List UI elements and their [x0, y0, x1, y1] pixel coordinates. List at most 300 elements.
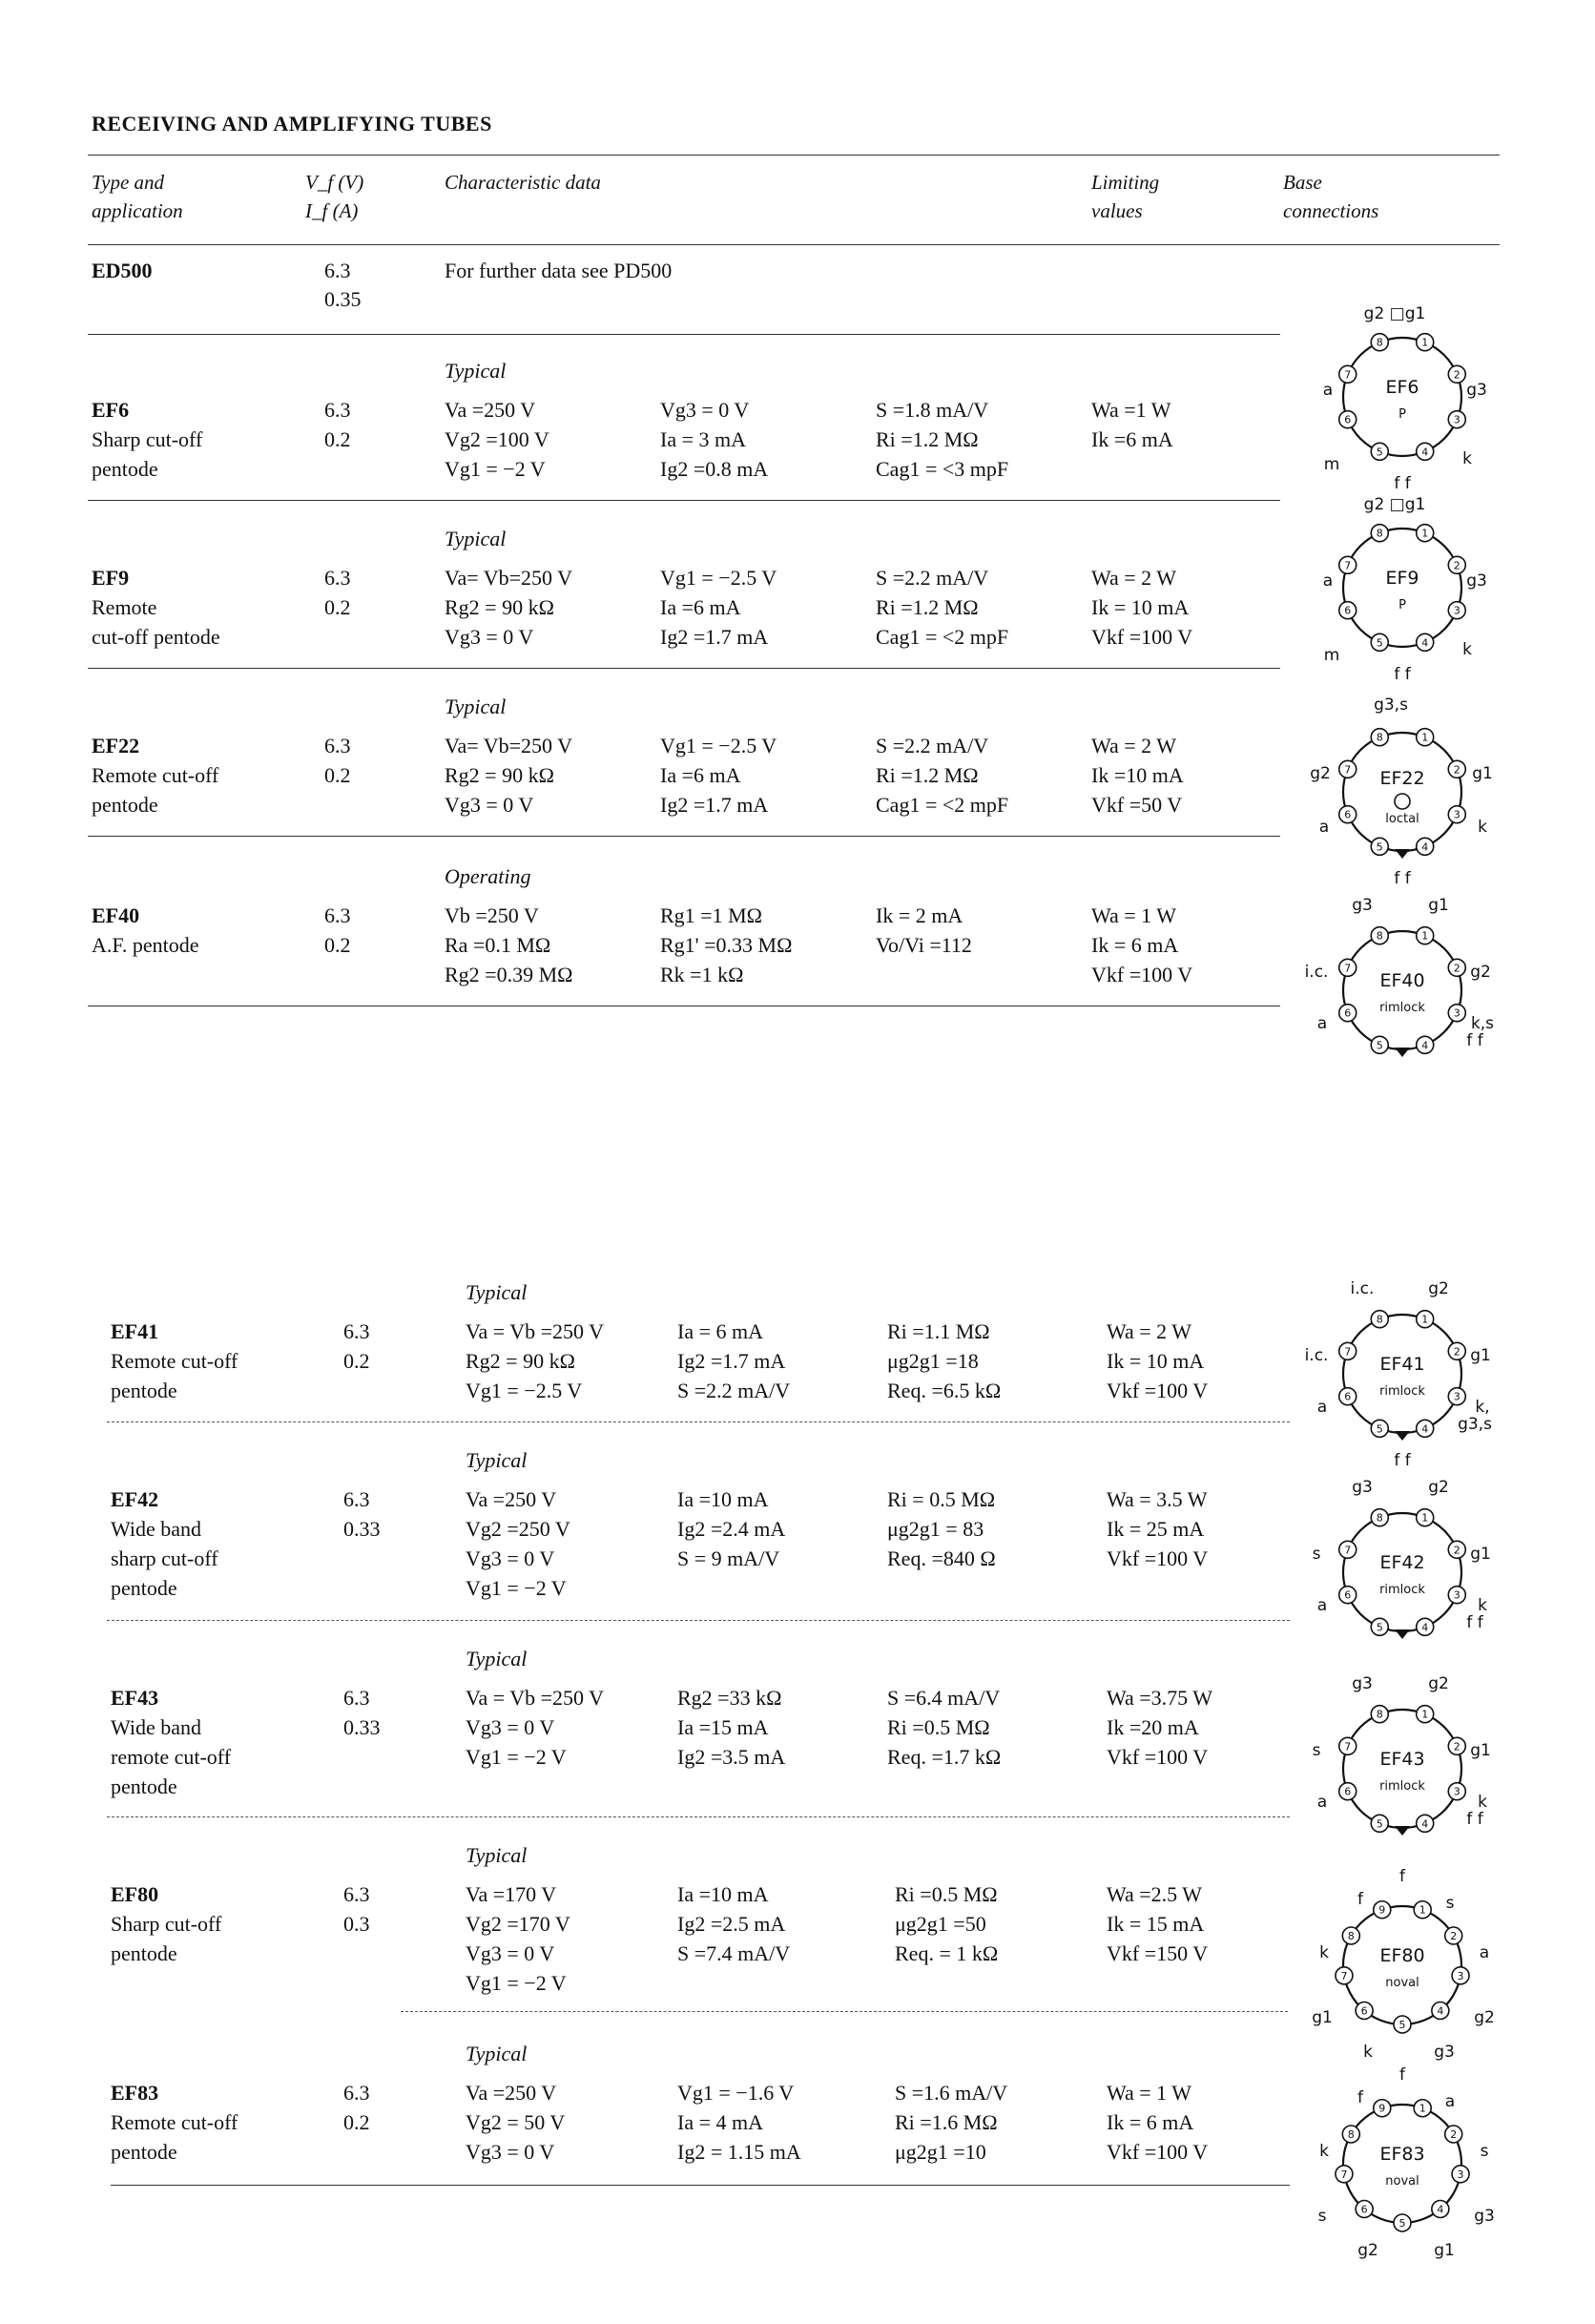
tube-mode: Typical: [466, 1647, 528, 1670]
char-value: Rk =1 kΩ: [660, 963, 744, 986]
base-type-label: rimlock: [1379, 1001, 1425, 1015]
tube-mode: Typical: [466, 2042, 528, 2065]
header-vf: [305, 168, 363, 225]
pin-number: 6: [1344, 1390, 1352, 1403]
pin-number: 3: [1453, 1785, 1460, 1798]
char-value: Ig2 =1.7 mA: [660, 625, 769, 649]
char-value: Ia =10 mA: [677, 1487, 769, 1511]
pin-label: a: [1316, 1793, 1328, 1812]
pin-label: g1: [1472, 764, 1493, 783]
pin-label: i.c.: [1304, 1346, 1329, 1365]
pin-label: f f: [1394, 869, 1411, 888]
key-notch: [1395, 1048, 1410, 1057]
limit-value: Ik = 10 mA: [1107, 1349, 1205, 1373]
tube-if: 0.3: [343, 1912, 370, 1936]
char-value: Ig2 =1.7 mA: [677, 1349, 786, 1373]
pin-label: g3: [1352, 896, 1373, 915]
pin-label: m: [1323, 455, 1340, 474]
char-value: Ri =0.5 MΩ: [895, 1882, 998, 1906]
char-value: Vg3 = 0 V: [466, 1941, 555, 1965]
char-value: Vg2 =100 V: [445, 427, 549, 451]
char-value: Vg2 = 50 V: [466, 2110, 566, 2134]
pin-label: k: [1478, 1596, 1487, 1615]
limit-value: Vkf =100 V: [1107, 1745, 1209, 1769]
tube-if: 0.2: [343, 1349, 370, 1373]
char-value: μg2g1 = 83: [887, 1517, 984, 1541]
pin-number: 4: [1421, 1039, 1429, 1052]
pin-number: 5: [1376, 446, 1383, 459]
pin-label: g2: [1357, 2241, 1378, 2260]
pin-label: k,s: [1470, 1014, 1495, 1033]
tube-vf: 6.3: [324, 734, 351, 757]
char-value: Ia = 6 mA: [677, 1319, 763, 1343]
pin-number: 4: [1421, 446, 1429, 459]
char-value: Req. =840 Ω: [887, 1546, 996, 1570]
pin-label: f: [1399, 2065, 1405, 2085]
tube-mode: Typical: [466, 1280, 528, 1304]
tube-type-label: EF22: [1379, 768, 1425, 789]
pin-number: 1: [1421, 336, 1429, 349]
tube-type-label: EF43: [1379, 1749, 1425, 1770]
pin-number: 1: [1421, 527, 1429, 540]
pin-label: k: [1319, 1943, 1329, 1962]
char-value: Rg1' =0.33 MΩ: [660, 933, 793, 957]
char-value: Ri =1.2 MΩ: [876, 595, 979, 619]
limit-value: Ik = 6 mA: [1091, 933, 1179, 957]
pin-label: g3: [1474, 2207, 1495, 2226]
pin-label: i.c.: [1350, 1279, 1375, 1298]
row-divider: [107, 1620, 1290, 1621]
tube-type-label: EF80: [1379, 1945, 1425, 1966]
pin-label: f f: [1466, 1031, 1483, 1050]
char-value: Vb =250 V: [445, 903, 539, 927]
pin-number: 2: [1453, 1544, 1460, 1557]
tube-app-line: Remote cut-off: [111, 2110, 238, 2134]
tube-name: EF42: [111, 1487, 159, 1511]
limit-value: Vkf =100 V: [1107, 1379, 1209, 1402]
base-type-label: rimlock: [1379, 1583, 1425, 1597]
limit-value: Wa = 1 W: [1107, 2081, 1192, 2105]
pin-label: g1: [1434, 2241, 1455, 2260]
tube-type-label: EF9: [1385, 568, 1419, 589]
header-base: [1283, 168, 1378, 225]
tube-app-line: pentode: [92, 457, 158, 481]
pin-label: g3: [1466, 571, 1487, 591]
tube-vf: 6.3: [343, 1882, 370, 1906]
tube-app-line: pentode: [111, 2140, 177, 2164]
pin-number: 5: [1376, 636, 1383, 650]
char-value: Vo/Vi =112: [876, 933, 972, 957]
pin-label: g1: [1312, 2008, 1333, 2027]
header-type: [92, 168, 183, 225]
pin-number: 2: [1450, 1930, 1458, 1942]
char-value: Ri =1.2 MΩ: [876, 763, 979, 787]
char-value: Vg2 =250 V: [466, 1517, 570, 1541]
char-value: Ig2 = 1.15 mA: [677, 2140, 801, 2164]
limit-value: Wa =1 W: [1091, 398, 1171, 422]
char-value: Ia =15 mA: [677, 1715, 769, 1739]
pin-label: a: [1316, 1014, 1328, 1033]
pin-number: 1: [1421, 929, 1429, 943]
header-base-line1: Base: [1283, 171, 1322, 194]
pin-label: g2: [1428, 1478, 1449, 1497]
tube-vf: 6.3: [324, 903, 351, 927]
pin-label: g2 □g1: [1363, 495, 1426, 514]
char-value: μg2g1 =10: [895, 2140, 986, 2164]
pin-number: 8: [1347, 1930, 1355, 1942]
pin-number: 4: [1437, 2004, 1444, 2018]
char-value: Ig2 =1.7 mA: [660, 793, 769, 817]
tube-app-line: sharp cut-off: [111, 1546, 218, 1570]
header-type-line1: Type and: [92, 171, 165, 194]
tube-if: 0.33: [343, 1517, 381, 1541]
center-spigot: [1395, 794, 1410, 809]
limit-value: Wa = 3.5 W: [1107, 1487, 1208, 1511]
char-value: Ri =1.1 MΩ: [887, 1319, 990, 1343]
char-value: μg2g1 =18: [887, 1349, 979, 1373]
base-diagram-ef40: [1304, 895, 1498, 1086]
char-value: Ig2 =2.4 mA: [677, 1517, 786, 1541]
char-value: S =1.8 mA/V: [876, 398, 989, 422]
pin-number: 5: [1398, 2217, 1406, 2230]
limit-value: Ik = 25 mA: [1107, 1517, 1205, 1541]
pin-label: f: [1357, 1890, 1363, 1909]
limit-value: Vkf =150 V: [1107, 1941, 1209, 1965]
row-divider: [107, 1816, 1290, 1817]
pin-number: 1: [1421, 1313, 1429, 1326]
tube-mode: Operating: [445, 864, 531, 888]
pin-label: f f: [1394, 1451, 1411, 1470]
char-value: Vg1 = −2.5 V: [466, 1379, 583, 1402]
pin-number: 5: [1398, 2019, 1406, 2031]
pin-label: k: [1363, 2043, 1373, 2062]
char-value: Ik = 2 mA: [876, 903, 963, 927]
tube-mode: Typical: [445, 527, 507, 550]
tube-mode: Typical: [466, 1448, 528, 1472]
tube-app-line: remote cut-off: [111, 1745, 232, 1769]
char-value: S =1.6 mA/V: [895, 2081, 1008, 2105]
pin-label: a: [1316, 1398, 1328, 1417]
pin-label: k: [1478, 1793, 1487, 1812]
pin-number: 3: [1453, 604, 1460, 617]
row-divider: [88, 334, 1280, 335]
tube-app-line: cut-off pentode: [92, 625, 220, 649]
pin-number: 4: [1421, 1422, 1429, 1436]
pin-label: f: [1399, 1867, 1405, 1886]
char-value: Va= Vb=250 V: [445, 566, 573, 590]
pin-number: 8: [1376, 1511, 1383, 1525]
char-value: Vg3 = 0 V: [660, 398, 750, 422]
limit-value: Vkf =100 V: [1091, 963, 1193, 986]
pin-label: f f: [1466, 1613, 1483, 1632]
char-value: Va =250 V: [466, 1487, 557, 1511]
pin-number: 8: [1376, 1313, 1383, 1326]
tube-type-label: EF41: [1379, 1354, 1425, 1375]
key-notch: [1395, 849, 1410, 859]
pin-number: 5: [1376, 1039, 1383, 1052]
row-divider: [107, 1421, 1290, 1422]
base-type-label: rimlock: [1379, 1779, 1425, 1794]
pin-number: 3: [1457, 2168, 1464, 2181]
pin-number: 2: [1453, 1740, 1460, 1753]
tube-name: EF6: [92, 398, 130, 422]
base-type-label: noval: [1385, 1976, 1419, 1990]
row-divider: [88, 836, 1280, 837]
pin-label: k: [1478, 818, 1487, 837]
base-diagram-ef6: [1307, 301, 1498, 492]
char-value: Ia =10 mA: [677, 1882, 769, 1906]
base-diagram-ef41: [1304, 1278, 1498, 1470]
pin-label: a: [1322, 571, 1334, 591]
tube-app-line: Remote: [92, 595, 157, 619]
tube-mode: Typical: [466, 1843, 528, 1867]
char-value: Va = Vb =250 V: [466, 1319, 605, 1343]
pin-label: k: [1462, 449, 1472, 468]
pin-label: a: [1479, 1943, 1490, 1962]
tube-vf: 6.3: [343, 1686, 370, 1710]
header-vf-line1: V_f (V): [305, 171, 364, 194]
char-value: Rg2 = 90 kΩ: [445, 595, 554, 619]
char-value: Vg1 = −2.5 V: [660, 734, 777, 757]
char-value: Vg1 = −2 V: [466, 1745, 567, 1769]
char-value: Vg3 = 0 V: [466, 1546, 555, 1570]
pin-label: m: [1323, 646, 1340, 665]
base-ring: [1343, 733, 1461, 854]
tube-app-line: pentode: [92, 793, 158, 817]
pin-number: 4: [1421, 636, 1429, 650]
char-value: μg2g1 =50: [895, 1912, 986, 1936]
pin-label: a: [1322, 381, 1334, 400]
tube-vf: 6.3: [324, 259, 351, 282]
pin-label: s: [1317, 2207, 1327, 2226]
char-value: Ia = 4 mA: [677, 2110, 763, 2134]
pin-number: 7: [1344, 763, 1352, 777]
limit-value: Wa = 1 W: [1091, 903, 1177, 927]
pin-number: 5: [1376, 1422, 1383, 1436]
tube-type-label: EF40: [1379, 970, 1425, 991]
tube-name: EF41: [111, 1319, 159, 1343]
pin-number: 6: [1344, 1588, 1352, 1602]
char-value: Ig2 =3.5 mA: [677, 1745, 786, 1769]
pin-label: g1: [1428, 896, 1449, 915]
row-divider: [88, 500, 1280, 501]
char-value: Rg2 =33 kΩ: [677, 1686, 782, 1710]
pin-number: 2: [1450, 2128, 1458, 2141]
tube-if: 0.35: [324, 287, 362, 311]
pin-number: 2: [1453, 368, 1460, 382]
char-value: S =6.4 mA/V: [887, 1686, 1001, 1710]
tube-name: EF80: [111, 1882, 159, 1906]
pin-number: 3: [1453, 413, 1460, 426]
limit-value: Ik = 6 mA: [1107, 2110, 1194, 2134]
char-value: Vg1 = −2.5 V: [660, 566, 777, 590]
tube-app-line: pentode: [111, 1941, 177, 1965]
pin-label: g2: [1470, 963, 1491, 982]
tube-name: EF83: [111, 2081, 159, 2105]
tube-name: EF43: [111, 1686, 159, 1710]
tube-app-line: pentode: [111, 1774, 177, 1798]
base-diagram-ef42: [1307, 1477, 1498, 1668]
char-value: S =2.2 mA/V: [677, 1379, 791, 1402]
pin-number: 8: [1376, 929, 1383, 943]
limit-value: Ik =20 mA: [1107, 1715, 1199, 1739]
tube-if: 0.2: [343, 2110, 370, 2134]
pin-number: 2: [1453, 962, 1460, 975]
tube-app-line: Wide band: [111, 1715, 202, 1739]
pin-number: 9: [1378, 1903, 1386, 1917]
base-diagram-ef80: [1307, 1867, 1498, 2062]
pin-number: 1: [1421, 1708, 1429, 1721]
pin-label: g3: [1434, 2043, 1455, 2062]
char-value: Vg1 = −2 V: [466, 1971, 567, 1995]
char-value: Ri = 0.5 MΩ: [887, 1487, 996, 1511]
char-value: S =7.4 mA/V: [677, 1941, 791, 1965]
row-divider: [401, 2011, 1288, 2012]
char-value: Va =170 V: [466, 1882, 557, 1906]
pin-label: g3: [1352, 1674, 1373, 1693]
char-value: Vg1 = −2 V: [466, 1576, 567, 1600]
tube-name: ED500: [92, 259, 153, 282]
char-value: Vg3 = 0 V: [445, 793, 534, 817]
base-diagram-ef83: [1307, 2065, 1498, 2260]
base-diagram-ef43: [1307, 1673, 1498, 1864]
base-type-label: noval: [1385, 2174, 1419, 2189]
pin-label: f: [1357, 2088, 1363, 2107]
pin-label: a: [1318, 818, 1330, 837]
pin-number: 5: [1376, 1621, 1383, 1634]
rule-header: [88, 244, 1500, 245]
tube-note: For further data see PD500: [445, 259, 673, 282]
tube-mode: Typical: [445, 695, 507, 718]
base-diagram-ef22: [1307, 696, 1498, 887]
pin-label: a: [1316, 1596, 1328, 1615]
char-value: S =2.2 mA/V: [876, 566, 989, 590]
pin-label: g3: [1466, 381, 1487, 400]
pin-number: 4: [1437, 2203, 1444, 2216]
tube-app-line: pentode: [111, 1379, 177, 1402]
tube-type-label: EF6: [1385, 377, 1419, 398]
char-value: Ri =1.6 MΩ: [895, 2110, 998, 2134]
limit-value: Vkf =100 V: [1107, 2140, 1209, 2164]
pin-label: g1: [1470, 1545, 1491, 1564]
tube-if: 0.2: [324, 763, 351, 787]
pin-label: g2: [1310, 764, 1331, 783]
limit-value: Vkf =100 V: [1107, 1546, 1209, 1570]
pin-label: i.c.: [1304, 963, 1329, 982]
pin-number: 8: [1376, 731, 1383, 744]
char-value: Vg3 = 0 V: [466, 1715, 555, 1739]
tube-name: EF40: [92, 903, 140, 927]
tube-app-line: Remote cut-off: [111, 1349, 238, 1373]
limit-value: Wa =3.75 W: [1107, 1686, 1213, 1710]
tube-if: 0.2: [324, 933, 351, 957]
limit-value: Ik =6 mA: [1091, 427, 1173, 451]
pin-label: g2: [1428, 1674, 1449, 1693]
char-value: Req. =6.5 kΩ: [887, 1379, 1002, 1402]
pin-number: 4: [1421, 1621, 1429, 1634]
pin-label: g2 □g1: [1363, 304, 1426, 323]
pin-label: g3,s: [1374, 695, 1408, 715]
pin-number: 3: [1453, 808, 1460, 821]
pin-number: 7: [1344, 1544, 1352, 1557]
pin-number: 4: [1421, 840, 1429, 854]
pin-number: 1: [1421, 1511, 1429, 1525]
char-value: Rg2 = 90 kΩ: [445, 763, 554, 787]
key-notch: [1395, 1629, 1410, 1639]
pin-number: 2: [1453, 559, 1460, 572]
char-value: Vg1 = −2 V: [445, 457, 546, 481]
char-value: Cag1 = <2 mpF: [876, 625, 1009, 649]
limit-value: Ik = 15 mA: [1107, 1912, 1205, 1936]
pin-number: 9: [1378, 2102, 1386, 2115]
char-value: Vg3 = 0 V: [466, 2140, 555, 2164]
limit-value: Vkf =50 V: [1091, 793, 1183, 817]
char-value: Ri =0.5 MΩ: [887, 1715, 990, 1739]
char-value: Vg3 = 0 V: [445, 625, 534, 649]
char-value: Ig2 =0.8 mA: [660, 457, 769, 481]
tube-app-line: Sharp cut-off: [92, 427, 203, 451]
char-value: Req. = 1 kΩ: [895, 1941, 999, 1965]
pin-number: 6: [1344, 1006, 1352, 1020]
pin-label: g3,s: [1458, 1415, 1492, 1434]
header-limit-line1: Limiting: [1091, 171, 1160, 194]
pin-number: 7: [1340, 2168, 1348, 2181]
pin-number: 6: [1360, 2203, 1368, 2216]
char-value: Rg2 =0.39 MΩ: [445, 963, 573, 986]
tube-vf: 6.3: [343, 1319, 370, 1343]
tube-vf: 6.3: [324, 566, 351, 590]
char-value: S =2.2 mA/V: [876, 734, 989, 757]
pin-number: 6: [1344, 604, 1352, 617]
char-value: Vg2 =170 V: [466, 1912, 570, 1936]
tube-vf: 6.3: [343, 2081, 370, 2105]
header-base-line2: connections: [1283, 199, 1379, 222]
pin-label: f f: [1394, 665, 1411, 684]
pin-number: 1: [1419, 2102, 1426, 2115]
pin-label: k,: [1475, 1398, 1490, 1417]
pin-label: g1: [1470, 1346, 1491, 1365]
pin-label: s: [1445, 1894, 1455, 1913]
pin-label: g2: [1474, 2008, 1495, 2027]
pin-number: 5: [1376, 1817, 1383, 1831]
pin-label: g3: [1352, 1478, 1373, 1497]
tube-mode: Typical: [445, 359, 507, 383]
pin-number: 7: [1344, 1740, 1352, 1753]
char-value: Va= Vb=250 V: [445, 734, 573, 757]
key-notch: [1395, 1431, 1410, 1441]
limit-value: Wa = 2 W: [1107, 1319, 1192, 1343]
char-value: Ri =1.2 MΩ: [876, 427, 979, 451]
tube-type-label: EF42: [1379, 1552, 1425, 1573]
base-type-label: P: [1398, 407, 1406, 422]
char-value: Req. =1.7 kΩ: [887, 1745, 1002, 1769]
header-limit-line2: values: [1091, 199, 1143, 222]
pin-number: 8: [1376, 1708, 1383, 1721]
char-value: Ig2 =2.5 mA: [677, 1912, 786, 1936]
limit-value: Ik = 10 mA: [1091, 595, 1190, 619]
char-value: Va =250 V: [445, 398, 536, 422]
pin-label: k: [1319, 2142, 1329, 2161]
char-value: Ia = 3 mA: [660, 427, 746, 451]
tube-app-line: Wide band: [111, 1517, 202, 1541]
header-limiting: [1091, 168, 1159, 225]
pin-number: 7: [1344, 1345, 1352, 1359]
limit-value: Ik =10 mA: [1091, 763, 1184, 787]
pin-number: 4: [1421, 1817, 1429, 1831]
base-type-label: P: [1398, 598, 1406, 612]
limit-value: Wa = 2 W: [1091, 566, 1177, 590]
char-value: Ia =6 mA: [660, 763, 741, 787]
